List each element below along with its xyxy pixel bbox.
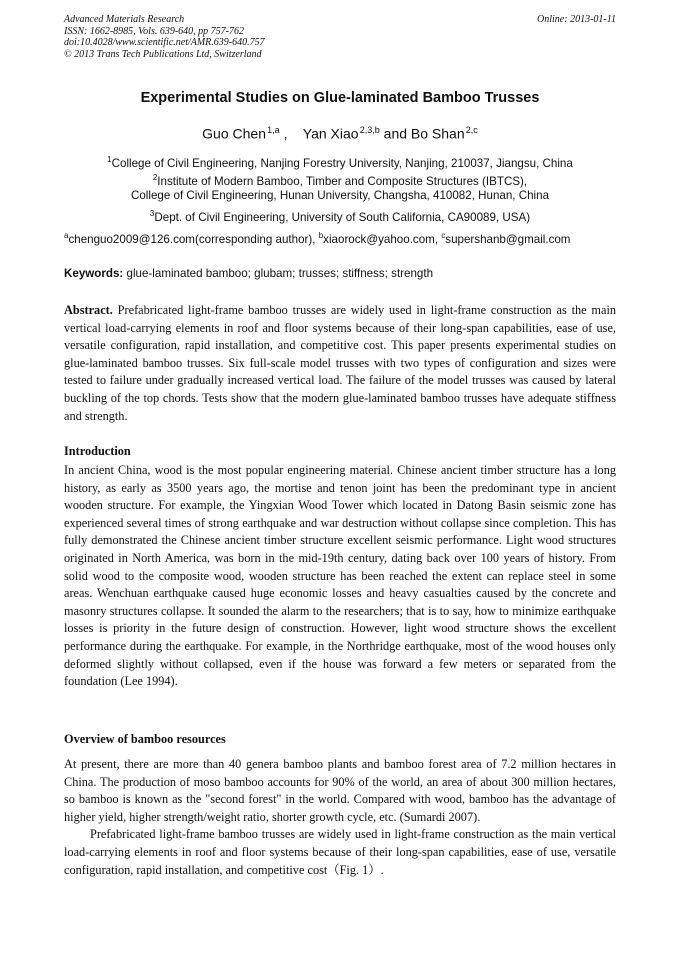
author-affil-sup: 2,c	[465, 125, 478, 135]
journal-name: Advanced Materials Research	[64, 14, 185, 25]
email-address[interactable]: supershanb@gmail.com	[445, 232, 571, 246]
section-heading-overview: Overview of bamboo resources	[64, 732, 226, 746]
abstract-text: Prefabricated light-frame bamboo trusses are widely used in light-frame construction as the main vertical load-carrying elements in roof and floor systems because of their long-span capabilities, ease of use, versatile configuration, rapid installation, and competitive cost. This paper presents experimental studies on glue-laminated bamboo trusses. Six full-scale model trusses with two types of configuration and sizes were tested to failure under gradually increased vertical load. The failure of the model trusses was caused by lateral buckling of the top chords. Tests show that the modern glue-laminated bamboo trusses have adequate stiffness and strength.	[64, 303, 617, 423]
running-header	[64, 14, 616, 60]
affiliation	[64, 170, 616, 189]
copyright-line: © 2013 Trans Tech Publications Ltd, Switzerland	[64, 48, 262, 60]
introduction-section	[64, 462, 616, 691]
author-and: and	[383, 125, 408, 142]
affiliation	[64, 152, 616, 171]
author-name: Guo Chen	[202, 125, 266, 142]
email-sup: c	[441, 231, 446, 240]
affiliation-text: College of Civil Engineering, Hunan University, Changsha, 410082, Hunan, China	[130, 189, 550, 202]
paper-title: Experimental Studies on Glue-laminated Bamboo Trusses	[140, 90, 540, 106]
affiliation-sup: 1	[107, 155, 112, 164]
keywords-line	[64, 267, 616, 280]
abstract-paragraph	[64, 302, 616, 425]
author-name: Yan Xiao	[302, 125, 359, 142]
introduction-paragraph: In ancient China, wood is the most popular engineering material. Chinese ancient timber structure has a long history, as early as 3500 years ago, the mortise and tenon joint has been the predominant type in ancient wooden structure. For example, the Yingxian Wood Tower which located in Datong Basin seismic zone has experienced several times of strong earthquake and war destruction without collapse since completion. This has fully demonstrated the Chinese ancient timber structure excellent seismic performance. Light wood structures originated in North America, was born in the mid-19th century, dating back over 100 years of history. From solid wood to the composite wood, wooden structure has been reached the extent can replace steel in some areas. Wenchuan earthquake caused huge economic losses and heavy casualties caused by the concrete and masonry structures collapse. It sounded the alarm to the researchers; that is to say, how to minimize earthquake losses is priority in the future design of construction. However, light wood structure shows the excellent performance during the earthquake. For example, in the Northridge earthquake, most of the wood houses only deformed slightly without collapsed, even if the house was forward a few meters or separated from the foundation (Lee 1994).	[64, 463, 616, 689]
issn-line: ISSN: 1662-8985, Vols. 639-640, pp 757-762	[64, 25, 244, 37]
affiliation-text: Dept. of Civil Engineering, University of South California, CA90089, USA)	[154, 210, 531, 224]
affiliation	[64, 206, 616, 225]
doi-line: doi:10.4028/www.scientific.net/AMR.639-640.757	[64, 37, 265, 48]
affiliation	[64, 188, 616, 203]
affiliation-sup: 2	[152, 173, 158, 182]
online-date: Online: 2013-01-11	[537, 14, 616, 25]
keywords-label: Keywords:	[64, 267, 124, 280]
email-line	[64, 231, 624, 246]
author-separator: ,	[279, 125, 288, 142]
affiliation-sup: 3	[149, 209, 155, 218]
author-affil-sup: 1,a	[267, 125, 280, 135]
affiliation-text: Institute of Modern Bamboo, Timber and Composite Structures (IBTCS),	[157, 174, 528, 188]
keywords-text: glue-laminated bamboo; glubam; trusses; stiffness; strength	[126, 267, 434, 280]
author-name: Bo Shan	[410, 125, 465, 142]
email-sup: a	[64, 231, 69, 240]
email-sup: b	[318, 231, 324, 240]
email-address[interactable]: xiaorock@yahoo.com,	[323, 232, 439, 246]
abstract-section	[64, 302, 616, 425]
section-heading-introduction: Introduction	[64, 444, 131, 458]
overview-section	[64, 756, 616, 879]
author-affil-sup: 2,3,b	[359, 125, 380, 135]
author-line	[64, 125, 616, 142]
overview-paragraph: At present, there are more than 40 genera bamboo plants and bamboo forest area of 7.2 million hectares in China. The production of moso bamboo accounts for 90% of the world, an area of about 300 million hectares, so bamboo is known as the "second forest" in the world. Compared with wood, bamboo has the advantage of higher yield, higher strength/weight ratio, shorter growth cycle, etc. (Sumardi 2007).	[64, 757, 616, 824]
overview-paragraph: Prefabricated light-frame bamboo trusses are widely used in light-frame construction as the main vertical load-carrying elements in roof and floor systems because of their long-span capabilities, ease of use, versatile configuration, rapid installation, and competitive cost（Fig. 1）.	[64, 827, 616, 877]
abstract-label: Abstract.	[64, 303, 113, 317]
email-address[interactable]: chenguo2009@126.com(corresponding author),	[68, 232, 316, 246]
affiliation-text: College of Civil Engineering, Nanjing Forestry University, Nanjing, 210037, Jiangsu, China	[111, 156, 573, 170]
